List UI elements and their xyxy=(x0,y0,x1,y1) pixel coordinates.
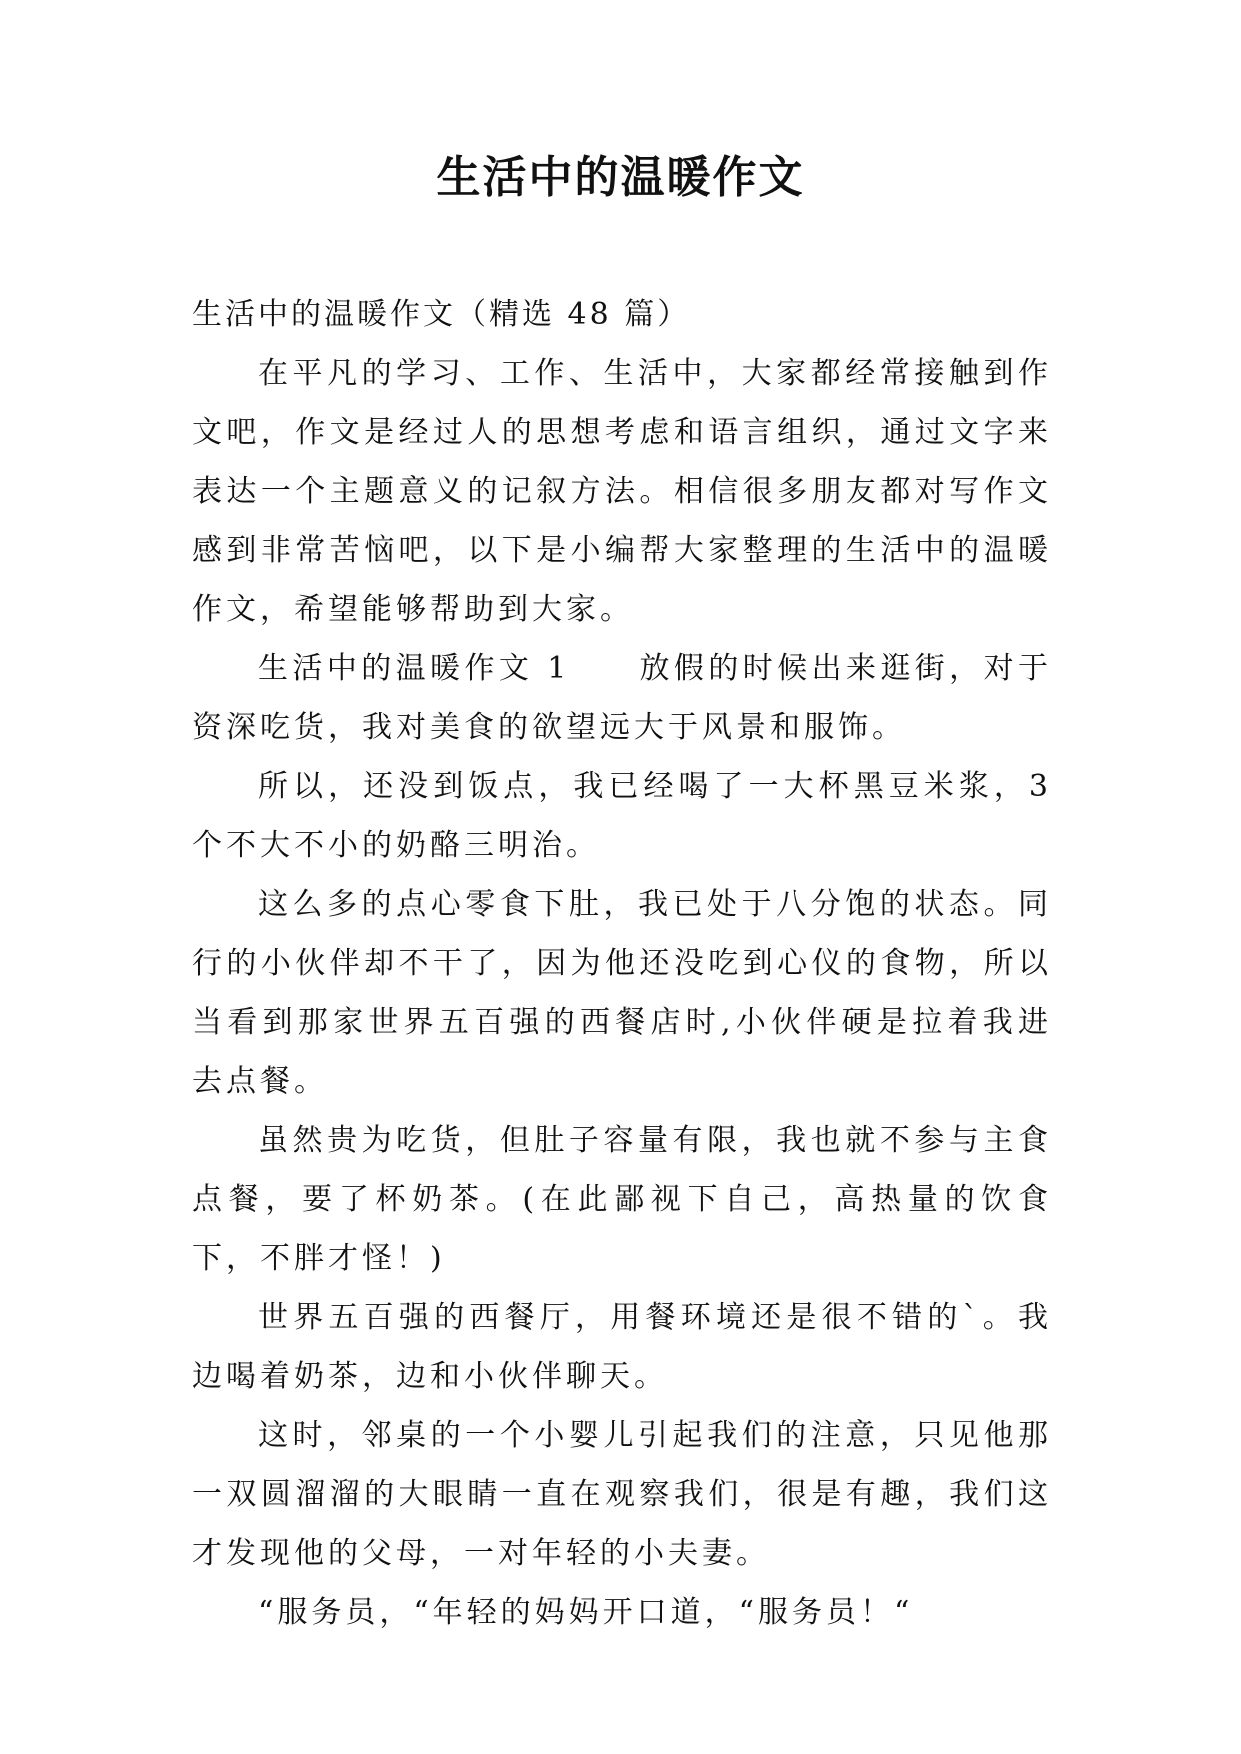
paragraph-essay-1-start: 生活中的温暖作文 1 放假的时候出来逛街，对于资深吃货，我对美食的欲望远大于风景和服饰。 xyxy=(192,651,1052,745)
paragraph: 虽然贵为吃货，但肚子容量有限，我也就不参与主食点餐，要了杯奶茶。(在此鄙视下自己，高热量的饮食下，不胖才怪！) xyxy=(192,1123,1052,1276)
paragraph: 这么多的点心零食下肚，我已处于八分饱的状态。同行的小伙伴却不干了，因为他还没吃到心仪的食物，所以当看到那家世界五百强的西餐店时,小伙伴硬是拉着我进去点餐。 xyxy=(192,887,1052,1099)
paragraph-intro: 在平凡的学习、工作、生活中，大家都经常接触到作文吧，作文是经过人的思想考虑和语言组织，通过文字来表达一个主题意义的记叙方法。相信很多朋友都对写作文感到非常苦恼吧，以下是小编帮大家整理的生活中的温暖作文，希望能够帮助到大家。 xyxy=(192,356,1052,627)
document-body xyxy=(192,285,1052,1642)
paragraph: 所以，还没到饭点，我已经喝了一大杯黑豆米浆，3 个不大不小的奶酪三明治。 xyxy=(192,769,1052,863)
paragraph: 这时，邻桌的一个小婴儿引起我们的注意，只见他那一双圆溜溜的大眼睛一直在观察我们，很是有趣，我们这才发现他的父母，一对年轻的小夫妻。 xyxy=(192,1418,1052,1571)
document-subtitle: 生活中的温暖作文（精选 48 篇） xyxy=(192,297,691,332)
paragraph: 世界五百强的西餐厅，用餐环境还是很不错的`。我边喝着奶茶，边和小伙伴聊天。 xyxy=(192,1300,1052,1394)
document-title: 生活中的温暖作文 xyxy=(436,152,805,203)
paragraph-dialogue: “服务员，“年轻的妈妈开口道，“服务员！“ xyxy=(258,1595,914,1630)
